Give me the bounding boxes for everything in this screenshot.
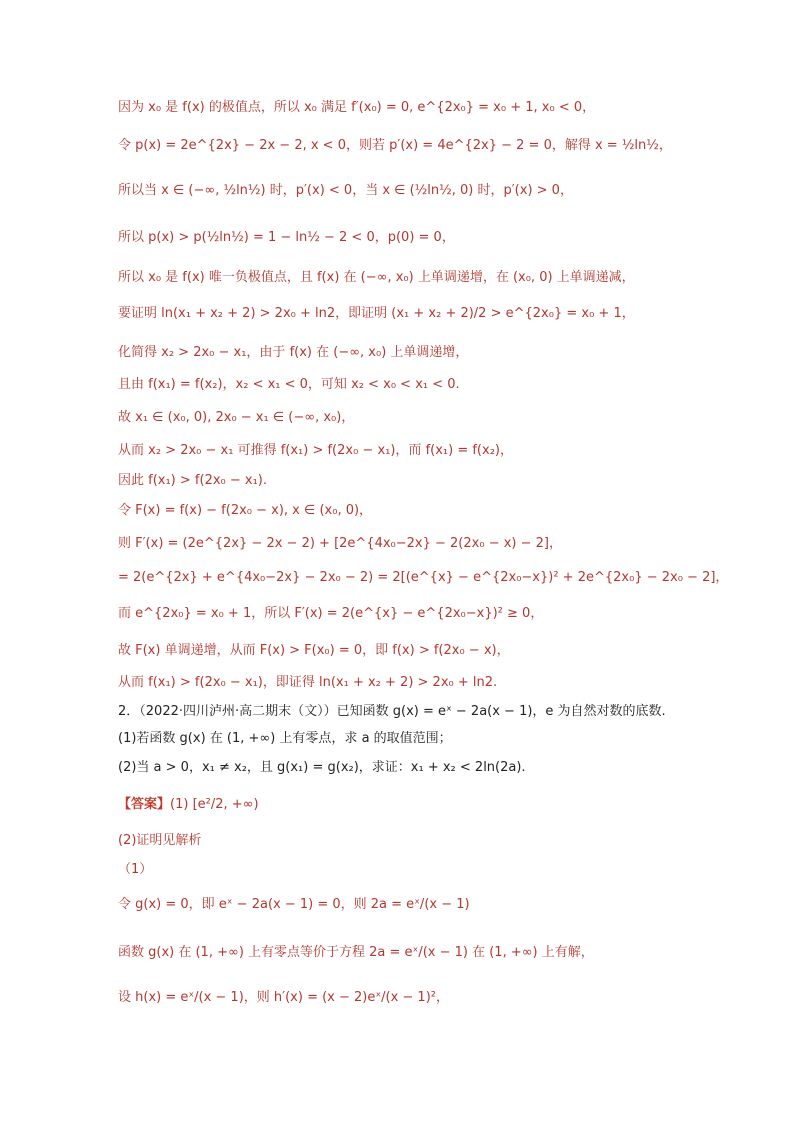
- text-line-10: 从而 x₂ > 2x₀ − x₁ 可推得 f(x₁) > f(2x₀ − x₁)，而 f(x₁) = f(x₂)，: [118, 443, 513, 458]
- problem-statement: 2．（2022·四川泸州·高二期末（文））已知函数 g(x) = eˣ − 2a(x − 1)，e 为自然对数的底数.: [118, 704, 666, 719]
- text-line-16: 故 F(x) 单调递增，从而 F(x) > F(x₀) = 0，即 f(x) > f(2x₀ − x)，: [118, 643, 510, 658]
- answer-label: 【答案】: [118, 797, 171, 812]
- text-line-3: 所以当 x ∈ (−∞, ½ln½) 时，p′(x) < 0，当 x ∈ (½ln½, 0) 时，p′(x) > 0，: [118, 183, 573, 198]
- problem-part-1: (1)若函数 g(x) 在 (1, +∞) 上有零点，求 a 的取值范围；: [118, 731, 452, 746]
- text-line-4: 所以 p(x) > p(½ln½) = 1 − ln½ − 2 < 0，p(0) = 0，: [118, 230, 455, 245]
- solution-line-3: 设 h(x) = eˣ/(x − 1)，则 h′(x) = (x − 2)eˣ/(x − 1)²，: [118, 990, 449, 1005]
- text-line-2: 令 p(x) = 2e^{2x} − 2x − 2, x < 0，则若 p′(x) = 4e^{2x} − 2 = 0，解得 x = ½ln½，: [118, 138, 672, 153]
- solution-line-2: 函数 g(x) 在 (1, +∞) 上有零点等价于方程 2a = eˣ/(x − 1) 在 (1, +∞) 上有解，: [118, 945, 594, 960]
- answer-text: (1) [e²/2, +∞): [170, 797, 259, 812]
- text-line-6: 要证明 ln(x₁ + x₂ + 2) > 2x₀ + ln2，即证明 (x₁ + x₂ + 2)/2 > e^{2x₀} = x₀ + 1，: [118, 306, 635, 321]
- text-line-13: 则 F′(x) = (2e^{2x} − 2x − 2) + [2e^{4x₀−2x} − 2(2x₀ − x) − 2]，: [118, 536, 562, 551]
- text-line-11: 因此 f(x₁) > f(2x₀ − x₁).: [118, 473, 268, 488]
- text-line-8: 且由 f(x₁) = f(x₂)，x₂ < x₁ < 0，可知 x₂ < x₀ < x₁ < 0.: [118, 377, 460, 392]
- text-line-15: 而 e^{2x₀} = x₀ + 1，所以 F′(x) = 2(e^{x} − e^{2x₀−x})² ≥ 0，: [118, 606, 544, 621]
- solution-part-1-label: （1）: [118, 862, 153, 877]
- text-line-5: 所以 x₀ 是 f(x) 唯一负极值点，且 f(x) 在 (−∞, x₀) 上单调递增，在 (x₀, 0) 上单调递减，: [118, 270, 635, 285]
- text-line-7: 化简得 x₂ > 2x₀ − x₁，由于 f(x) 在 (−∞, x₀) 上单调递增，: [118, 345, 469, 360]
- text-line-14: = 2(e^{2x} + e^{4x₀−2x} − 2x₀ − 2) = 2[(e^{x} − e^{2x₀−x})² + 2e^{2x₀} − 2x₀ − 2]，: [118, 570, 729, 585]
- problem-part-2: (2)当 a > 0，x₁ ≠ x₂，且 g(x₁) = g(x₂)，求证：x₁ + x₂ < 2ln(2a).: [118, 760, 526, 775]
- solution-line-1: 令 g(x) = 0，即 eˣ − 2a(x − 1) = 0，则 2a = eˣ/(x − 1): [118, 897, 470, 912]
- text-line-12: 令 F(x) = f(x) − f(2x₀ − x), x ∈ (x₀, 0)，: [118, 503, 373, 518]
- text-line-9: 故 x₁ ∈ (x₀, 0), 2x₀ − x₁ ∈ (−∞, x₀)，: [118, 410, 355, 425]
- text-line-17: 从而 f(x₁) > f(2x₀ − x₁)，即证得 ln(x₁ + x₂ + 2) > 2x₀ + ln2.: [118, 675, 498, 690]
- answer-part-2: (2)证明见解析: [118, 833, 202, 848]
- text-line-1: 因为 x₀ 是 f(x) 的极值点，所以 x₀ 满足 f′(x₀) = 0, e^{2x₀} = x₀ + 1, x₀ < 0，: [118, 100, 596, 115]
- answer-line: [118, 797, 259, 813]
